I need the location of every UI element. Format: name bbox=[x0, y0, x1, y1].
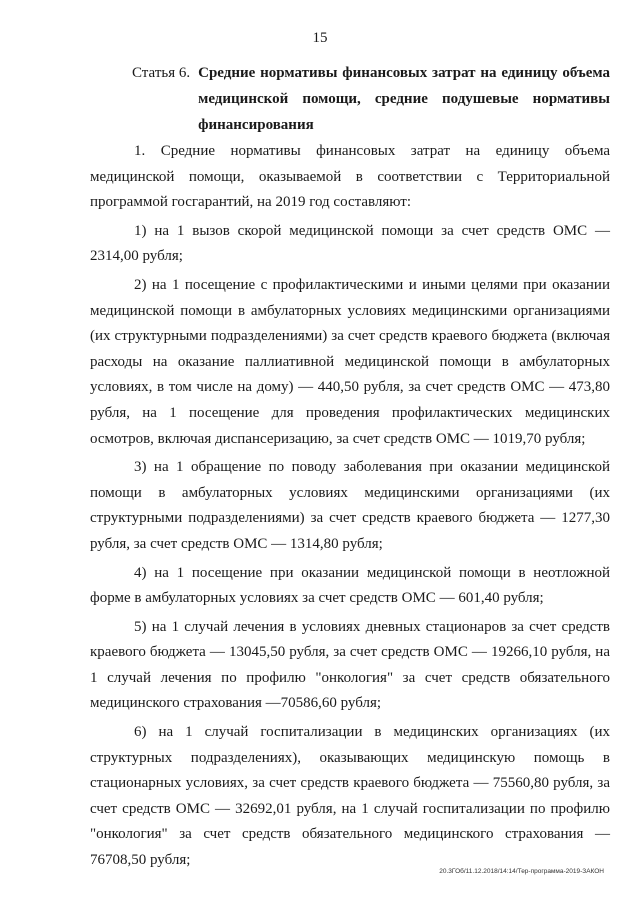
paragraph-item-6: 6) на 1 случай госпитализации в медицинских организациях (их структурных подразделениях), оказывающих медицинскую помощь в стационарных условиях, за счет средств краевого бюджета — 75560,80 рубля, за счет средств ОМС — 32692,01 рубля, на 1 случай госпитализации по профилю "онкология" за счет средств обязательного медицинского страхования — 76708,50 рубля; bbox=[90, 724, 610, 869]
article-heading bbox=[132, 60, 610, 138]
document-body bbox=[90, 139, 610, 877]
paragraph-item-3: 3) на 1 обращение по поводу заболевания при оказании медицинской помощи в амбулаторных условиях медицинскими организациями (их структурными подразделениями) за счет средств краевого бюджета — 1277,30 рубля, за счет средств ОМС — 1314,80 рубля; bbox=[90, 459, 610, 552]
paragraph-item-4: 4) на 1 посещение при оказании медицинской помощи в неотложной форме в амбулаторных условиях за счет средств ОМС — 601,40 рубля; bbox=[90, 564, 610, 607]
article-label: Статья 6. bbox=[132, 65, 191, 81]
paragraph-item-1: 1) на 1 вызов скорой медицинской помощи за счет средств ОМС — 2314,00 рубля; bbox=[90, 222, 610, 265]
paragraph-intro: 1. Средние нормативы финансовых затрат на единицу объема медицинской помощи, оказываемой в соответствии с Территориальной программой госгарантий, на 2019 год составляют: bbox=[90, 143, 610, 211]
paragraph-item-2: 2) на 1 посещение с профилактическими и иными целями при оказании медицинской помощи в амбулаторных условиях медицинскими организациями (их структурными подразделениями) за счет средств краевого бюджета (включая расходы на оказание паллиативной медицинской помощи в амбулаторных условиях, в том числе на дому) — 440,50 рубля, за счет средств ОМС — 473,80 рубля, на 1 посещение для проведения профилактических медицинских осмотров, включая диспансеризацию, за счет средств ОМС — 1019,70 рубля; bbox=[90, 276, 610, 447]
article-title: Средние нормативы финансовых затрат на единицу объема медицинской помощи, средние подушевые нормативы финансирования bbox=[198, 65, 610, 133]
paragraph-item-5: 5) на 1 случай лечения в условиях дневных стационаров за счет средств краевого бюджета — 13045,50 рубля, за счет средств ОМС — 19266,10 рубля, на 1 случай лечения по профилю "онкология" за счет средств обязательного медицинского страхования —70586,60 рубля; bbox=[90, 618, 610, 712]
footer-document-code: 20.3ГОб/11.12.2018/14:14/Тер-программа-2019-ЗАКОН bbox=[439, 868, 604, 875]
page-number: 15 bbox=[312, 30, 328, 46]
